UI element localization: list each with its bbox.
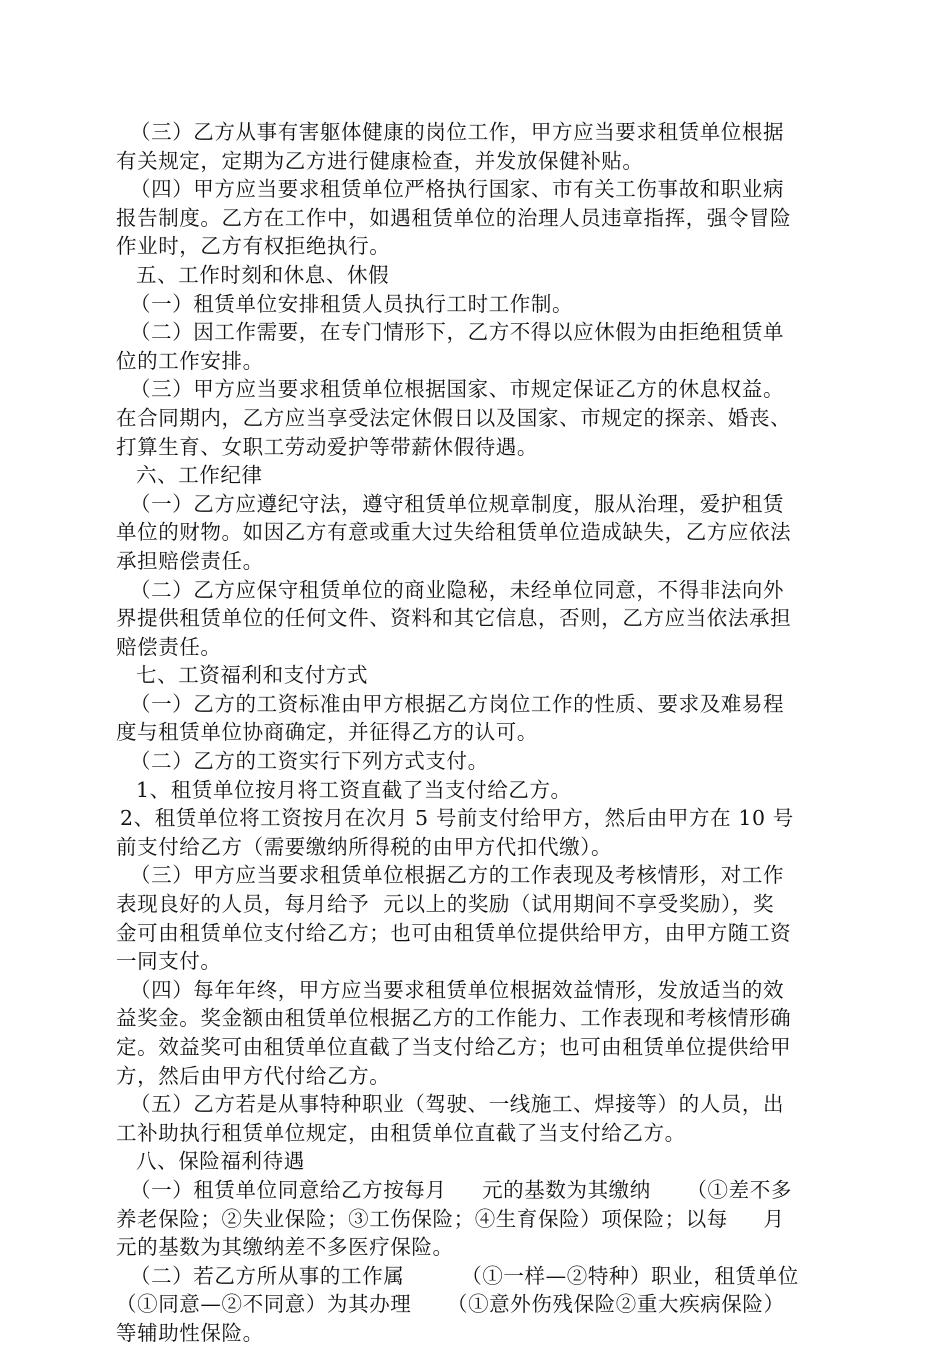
text-line: 度与租赁单位协商确定，并征得乙方的认可。 [116, 720, 538, 745]
text-line: 益奖金。奖金额由租赁单位根据乙方的工作能力、工作表现和考核情形确 [116, 1006, 792, 1031]
text-line: 定。效益奖可由租赁单位直截了当支付给乙方；也可由租赁单位提供给甲 [116, 1035, 792, 1059]
text-line: （一）乙方应遵纪守法，遵守租赁单位规章制度，服从治理，爱护租赁 [130, 491, 785, 516]
text-line: 一同支付。 [116, 949, 222, 974]
text-line: （二）若乙方所从事的工作属 （①一样—②特种）职业，租赁单位 [130, 1263, 799, 1288]
text-line: （三）甲方应当要求租赁单位根据国家、市规定保证乙方的休息权益。 [130, 377, 785, 402]
text-line: 有关规定，定期为乙方进行健康检查，并发放保健补贴。 [116, 148, 644, 173]
text-line: 金可由租赁单位支付给乙方；也可由租赁单位提供给甲方，由甲方随工资 [116, 920, 792, 945]
text-line: （一）租赁单位同意给乙方按每月 元的基数为其缴纳 （①差不多 [130, 1177, 792, 1202]
text-line: 打算生育、女职工劳动爱护等带薪休假待遇。 [116, 434, 538, 459]
text-line: （三）甲方应当要求租赁单位根据乙方的工作表现及考核情形，对工作 [130, 863, 785, 888]
text-line: 界提供租赁单位的任何文件、资料和其它信息，否则，乙方应当依法承担 [116, 606, 792, 631]
text-line: 等辅助性保险。 [116, 1320, 264, 1345]
text-line: 五、工作时刻和休息、休假 [136, 262, 390, 287]
text-line: 1、租赁单位按月将工资直截了当支付给乙方。 [136, 777, 572, 802]
text-line: （一）租赁单位安排租赁人员执行工时工作制。 [130, 291, 574, 316]
text-line: 单位的财物。如因乙方有意或重大过失给租赁单位造成缺失，乙方应依法 [116, 520, 792, 545]
text-line: 位的工作安排。 [116, 348, 264, 373]
text-line: 方，然后由甲方代付给乙方。 [116, 1063, 391, 1088]
text-line: 六、工作纪律 [136, 463, 263, 488]
text-line: （二）乙方应保守租赁单位的商业隐秘，未经单位同意，不得非法向外 [130, 577, 785, 602]
text-line: 作业时，乙方有权拒绝执行。 [116, 234, 391, 259]
text-line: 表现良好的人员，每月给予 元以上的奖励（试用期间不享受奖励），奖 [116, 892, 775, 917]
text-line: 报告制度。乙方在工作中，如遇租赁单位的治理人员违章指挥，强令冒险 [116, 205, 792, 230]
text-line: 工补助执行租赁单位规定，由租赁单位直截了当支付给乙方。 [116, 1120, 686, 1145]
text-line: 养老保险；②失业保险；③工伤保险；④生育保险）项保险；以每 月 [116, 1206, 785, 1231]
text-line: （三）乙方从事有害躯体健康的岗位工作，甲方应当要求租赁单位根据 [130, 120, 785, 144]
text-line: 元的基数为其缴纳差不多医疗保险。 [116, 1235, 454, 1260]
text-line: （四）甲方应当要求租赁单位严格执行国家、市有关工伤事故和职业病 [130, 177, 785, 202]
text-line: 赔偿责任。 [116, 634, 222, 659]
text-line: （①同意—②不同意）为其办理 （①意外伤残保险②重大疾病保险） [116, 1292, 785, 1317]
text-line: （五）乙方若是从事特种职业（驾驶、一线施工、焊接等）的人员，出 [130, 1092, 785, 1117]
document-body [116, 118, 836, 1348]
text-line: 七、工资福利和支付方式 [136, 663, 369, 688]
text-line: 承担赔偿责任。 [116, 548, 264, 573]
text-line: 在合同期内，乙方应当享受法定休假日以及国家、市规定的探亲、婚丧、 [116, 405, 792, 430]
text-line: （四）每年年终，甲方应当要求租赁单位根据效益情形，发放适当的效 [130, 977, 785, 1002]
text-line: 前支付给乙方（需要缴纳所得税的由甲方代扣代缴）。 [116, 834, 613, 859]
text-line: （一）乙方的工资标准由甲方根据乙方岗位工作的性质、要求及难易程 [130, 691, 785, 716]
text-line: （二）因工作需要，在专门情形下，乙方不得以应休假为由拒绝租赁单 [130, 320, 785, 345]
text-line: 八、保险福利待遇 [136, 1149, 305, 1174]
text-line: （二）乙方的工资实行下列方式支付。 [130, 749, 489, 774]
text-line: 2、租赁单位将工资按月在次月 5 号前支付给甲方，然后由甲方在 10 号 [120, 806, 794, 831]
